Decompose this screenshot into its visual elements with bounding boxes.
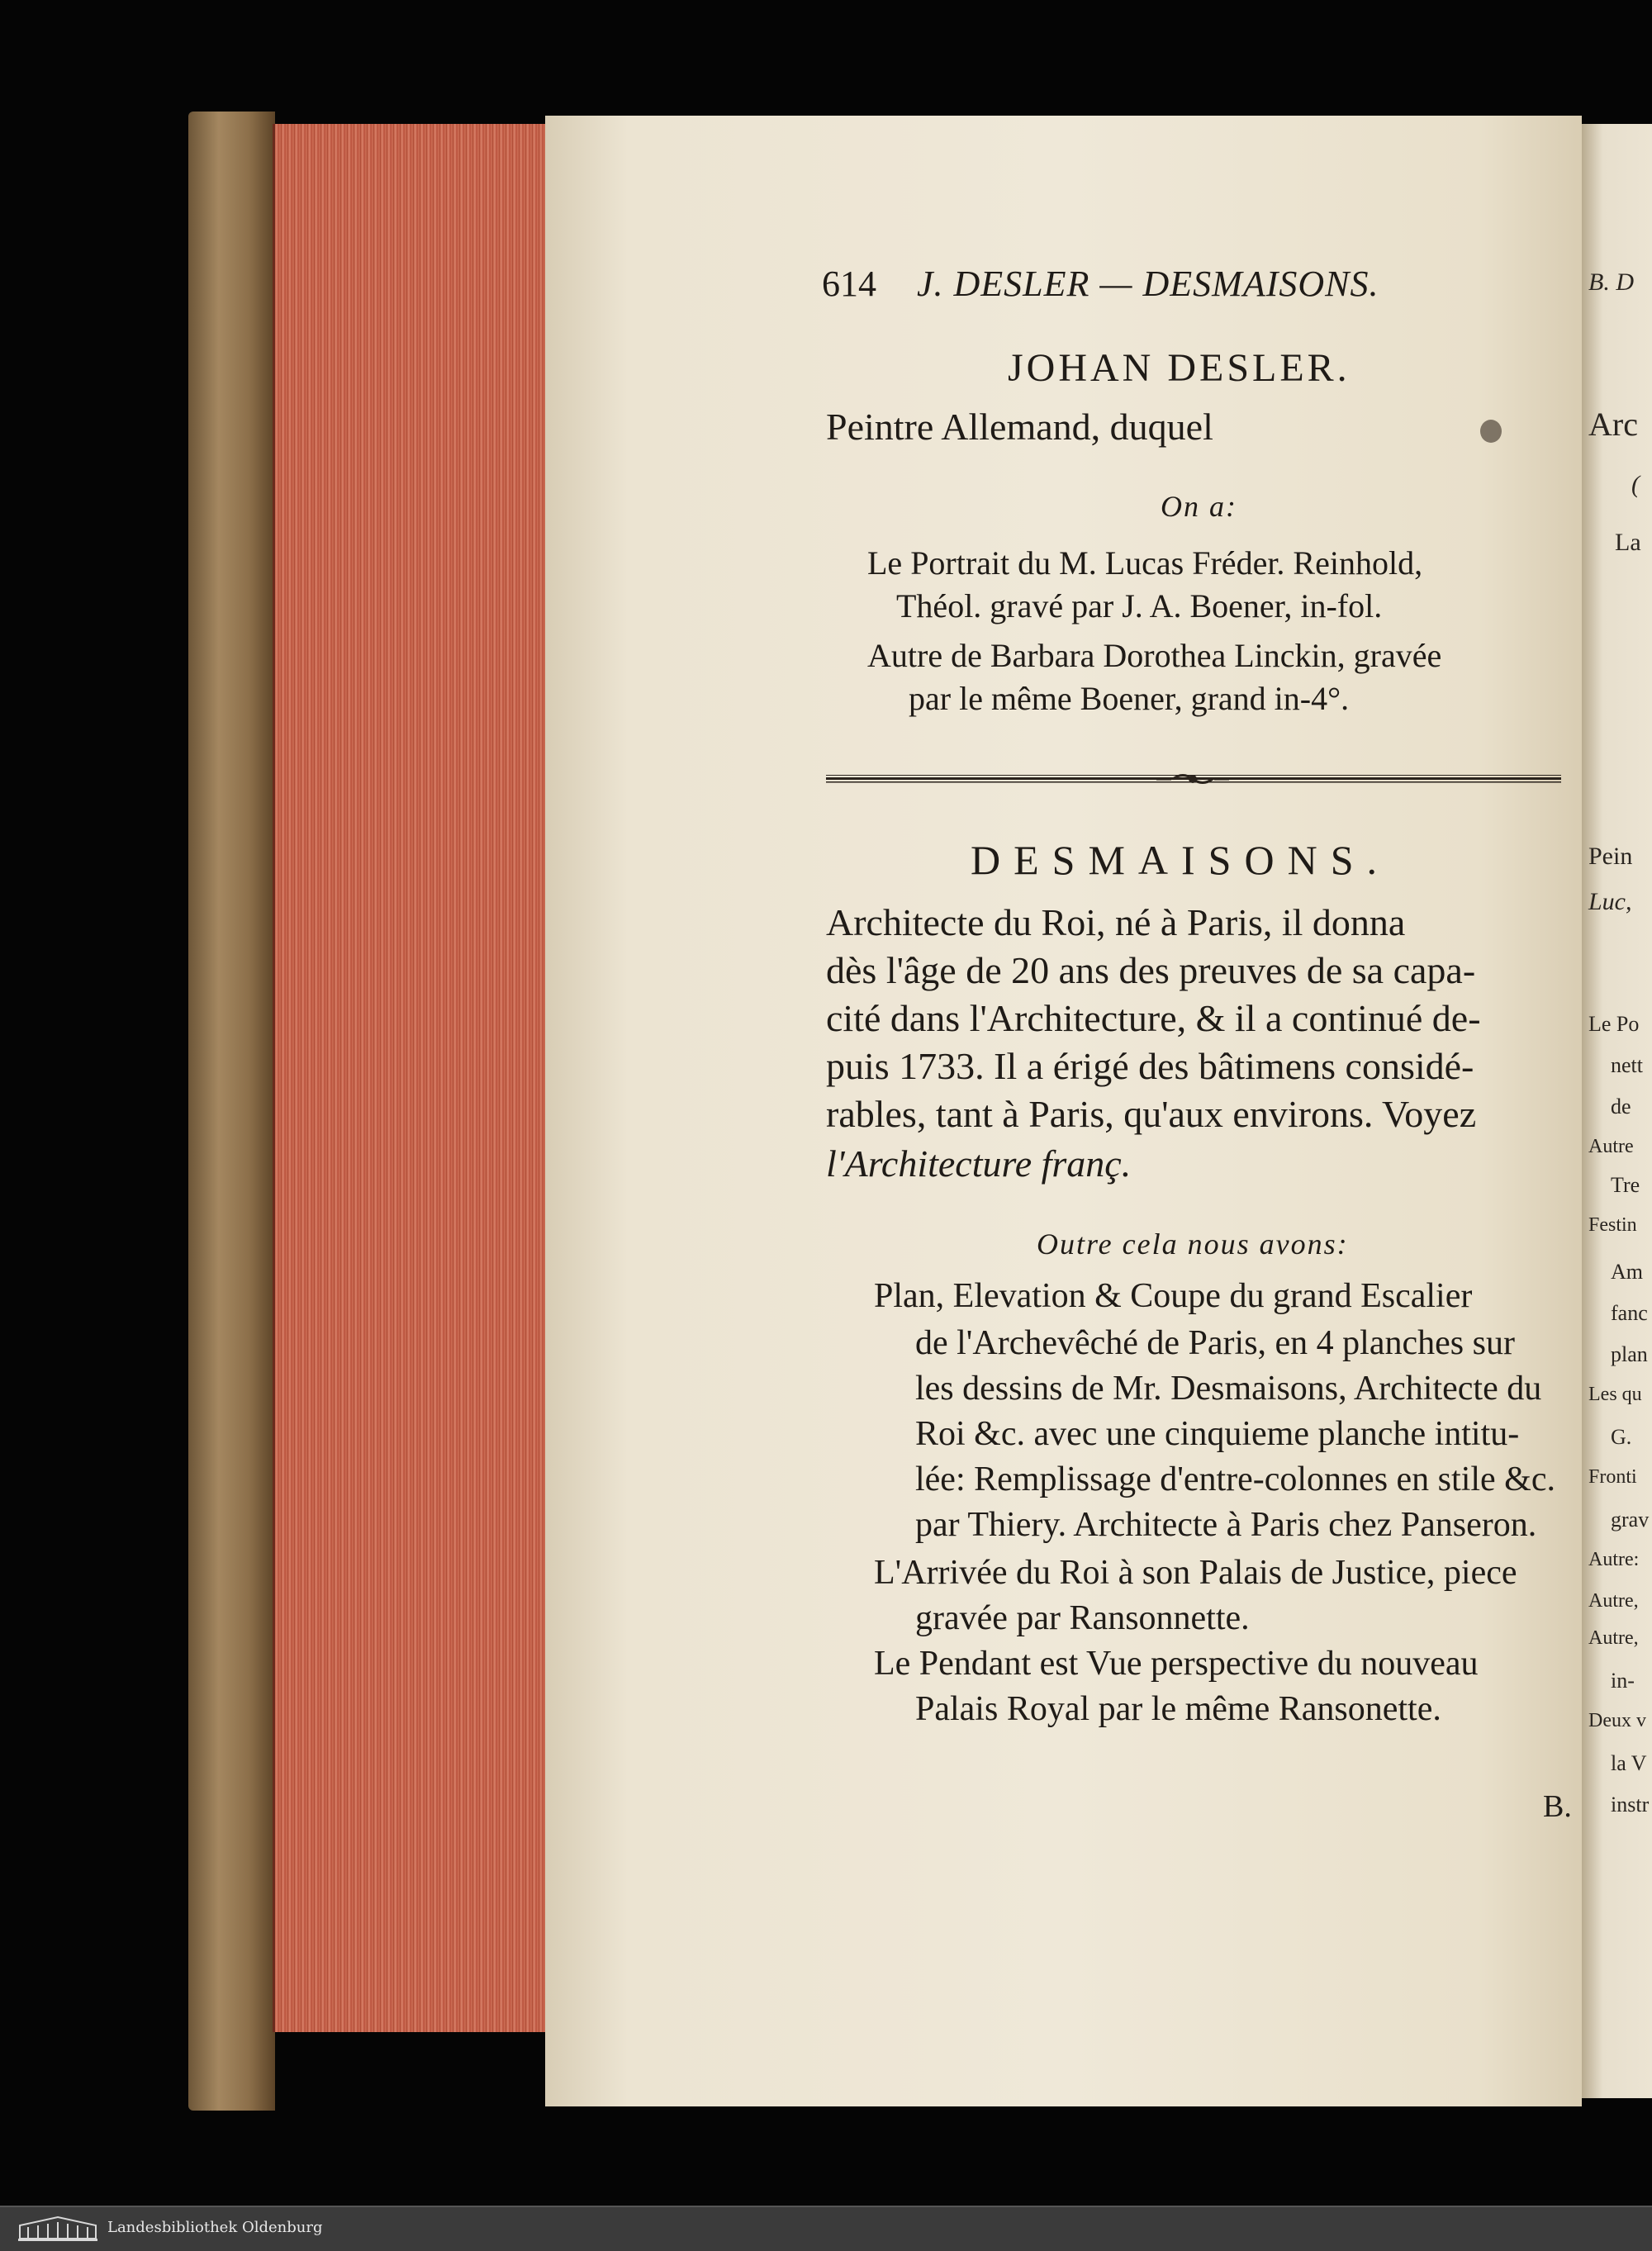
fragment: plan [1611,1342,1648,1366]
library-logo-icon [17,2214,99,2244]
fragment: ( [1631,471,1640,498]
entry-line: gravée par Ransonnette. [915,1599,1250,1637]
body-line: cité dans l'Architecture, & il a continué de- [826,997,1481,1039]
entry-line: Plan, Elevation & Coupe du grand Escalier [874,1277,1473,1315]
body-line: dès l'âge de 20 ans des preuves de sa capa- [826,949,1476,991]
fragment: B. D [1588,268,1634,296]
section-heading-desmaisons: DESMAISONS. [971,837,1391,883]
ink-stain [1480,420,1502,443]
fragment: instr [1611,1793,1650,1816]
fragment: Luc, [1588,888,1632,915]
fragment: Arc [1588,406,1638,443]
fragment: in- [1611,1669,1635,1693]
library-name: Landesbibliothek Oldenburg [107,2219,323,2236]
outre-label: Outre cela nous avons: [1037,1228,1349,1261]
page-edges [273,124,550,2032]
fragment: G. [1611,1425,1632,1449]
entry-line: L'Arrivée du Roi à son Palais de Justice, piece [874,1554,1517,1592]
book-cover-edge [188,112,275,2111]
catchword: B. [1543,1789,1572,1824]
entry-line: Le Portrait du M. Lucas Fréder. Reinhold, [867,544,1423,582]
entry-line: Théol. gravé par J. A. Boener, in-fol. [896,587,1383,624]
fragment: Deux v [1588,1710,1646,1731]
body-line: puis 1733. Il a érigé des bâtimens considé- [826,1045,1474,1087]
desler-intro: Peintre Allemand, duquel [826,406,1213,448]
footer-bar [0,2206,1652,2251]
entry-line: Le Pendant est Vue perspective du nouveau [874,1645,1479,1683]
fragment: Am [1611,1260,1643,1284]
fragment: Festin [1588,1214,1637,1236]
page-number: 614 [822,264,876,304]
fragment: Autre, [1588,1590,1639,1612]
right-page-edge [1582,124,1652,2098]
section-heading-desler: JOHAN DESLER. [1008,346,1351,390]
fragment: Autre, [1588,1627,1639,1649]
body-line: Architecte du Roi, né à Paris, il donna [826,901,1406,943]
fragment: grav [1611,1508,1650,1532]
entry-line: par le même Boener, grand in-4°. [909,680,1350,717]
entry-line: Autre de Barbara Dorothea Linckin, gravée [867,637,1442,674]
fragment: Autre: [1588,1549,1640,1570]
fragment: Les qu [1588,1384,1642,1405]
body-line: l'Architecture franç. [826,1142,1132,1185]
fragment: Tre [1611,1173,1640,1197]
fragment: Fronti [1588,1466,1637,1488]
fragment: nett [1611,1053,1643,1077]
fragment: la V [1611,1751,1647,1775]
fragment: Autre [1588,1136,1634,1157]
entry-line: lée: Remplissage d'entre-colonnes en stile &c. [915,1460,1555,1498]
ornamental-rule [826,772,1561,786]
fragment: La [1615,529,1641,556]
entry-line: les dessins de Mr. Desmaisons, Architecte du [915,1370,1542,1408]
on-a-label: On a: [1161,490,1237,523]
fragment: fanc [1611,1301,1648,1325]
entry-line: Roi &c. avec une cinquieme planche intitu- [915,1415,1520,1453]
fragment: de [1611,1095,1631,1118]
running-head: J. DESLER — DESMAISONS. [917,264,1379,304]
fragment: Le Po [1588,1012,1640,1036]
entry-line: de l'Archevêché de Paris, en 4 planches sur [915,1324,1515,1362]
entry-line: Palais Royal par le même Ransonette. [915,1690,1441,1728]
body-line: rables, tant à Paris, qu'aux environs. Voyez [826,1093,1477,1135]
fragment: Pein [1588,843,1633,870]
entry-line: par Thiery. Architecte à Paris chez Panseron. [915,1506,1537,1544]
